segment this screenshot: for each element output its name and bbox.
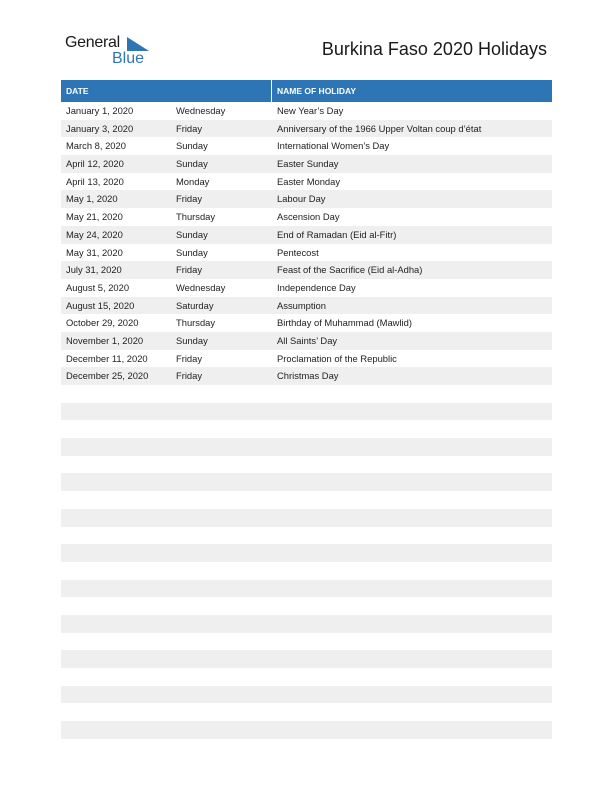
table-row [61, 367, 552, 385]
empty-row [61, 385, 552, 403]
empty-row [61, 456, 552, 474]
holiday-weekday: Friday [176, 264, 203, 276]
holiday-weekday: Friday [176, 352, 203, 364]
holiday-date: January 1, 2020 [66, 105, 134, 116]
table-row [61, 102, 552, 120]
holiday-weekday: Saturday [176, 299, 214, 311]
holiday-date: January 3, 2020 [66, 122, 134, 134]
empty-row [61, 491, 552, 509]
holiday-date: April 12, 2020 [66, 158, 124, 170]
logo-text-general: General [65, 34, 120, 51]
holiday-name: Easter Sunday [277, 158, 339, 170]
holiday-name: End of Ramadan (Eid al-Fitr) [277, 228, 397, 240]
holiday-name: Anniversary of the 1966 Upper Voltan coup d’état [277, 122, 482, 134]
holiday-date: August 5, 2020 [66, 281, 130, 293]
table-row [61, 261, 552, 279]
holiday-weekday: Wednesday [176, 281, 226, 293]
holiday-date: May 1, 2020 [66, 193, 118, 205]
holiday-name: Proclamation of the Republic [277, 352, 397, 364]
table-body [61, 102, 552, 739]
holiday-weekday: Monday [176, 175, 210, 187]
logo-text-blue: Blue [112, 50, 145, 67]
holiday-weekday: Wednesday [176, 105, 226, 116]
holiday-date: March 8, 2020 [66, 140, 126, 152]
holiday-date: April 13, 2020 [66, 175, 124, 187]
empty-row [61, 403, 552, 421]
table-row [61, 332, 552, 350]
table-row [61, 279, 552, 297]
table-row [61, 244, 552, 262]
holiday-date: October 29, 2020 [66, 317, 139, 329]
holiday-name: Independence Day [277, 281, 356, 293]
empty-row [61, 686, 552, 704]
header-divider [271, 80, 272, 102]
table-row [61, 137, 552, 155]
holiday-table [61, 80, 552, 739]
empty-row [61, 721, 552, 739]
holiday-date: December 11, 2020 [66, 352, 148, 364]
empty-row [61, 615, 552, 633]
empty-row [61, 703, 552, 721]
holiday-date: July 31, 2020 [66, 264, 122, 276]
holiday-name: Ascension Day [277, 211, 340, 223]
holiday-date: November 1, 2020 [66, 334, 144, 346]
empty-row [61, 473, 552, 491]
table-row [61, 173, 552, 191]
holiday-name: Assumption [277, 299, 326, 311]
holiday-name: Easter Monday [277, 175, 341, 187]
empty-row [61, 580, 552, 598]
empty-row [61, 509, 552, 527]
holiday-weekday: Thursday [176, 317, 216, 329]
holiday-weekday: Sunday [176, 158, 208, 170]
table-row [61, 314, 552, 332]
holiday-name: Pentecost [277, 246, 319, 258]
header-holiday-name: NAME OF HOLIDAY [277, 86, 357, 96]
empty-row [61, 597, 552, 615]
holiday-name: Feast of the Sacrifice (Eid al-Adha) [277, 264, 423, 276]
holiday-date: December 25, 2020 [66, 370, 149, 382]
holiday-name: All Saints’ Day [277, 334, 338, 346]
empty-row [61, 420, 552, 438]
holiday-date: May 31, 2020 [66, 246, 123, 258]
table-row [61, 208, 552, 226]
empty-row [61, 633, 552, 651]
empty-row [61, 562, 552, 580]
empty-row [61, 527, 552, 545]
holiday-weekday: Sunday [176, 228, 208, 240]
table-row [61, 120, 552, 138]
holiday-weekday: Sunday [176, 140, 208, 152]
page-title: Burkina Faso 2020 Holidays [321, 39, 547, 59]
holiday-weekday: Sunday [176, 334, 208, 346]
holiday-name: Labour Day [277, 193, 326, 205]
empty-row [61, 668, 552, 686]
holiday-weekday: Friday [176, 122, 203, 134]
holiday-name: New Year’s Day [277, 105, 344, 116]
table-row [61, 297, 552, 315]
header-date: DATE [66, 86, 89, 96]
holiday-weekday: Sunday [176, 246, 208, 258]
holiday-date: May 21, 2020 [66, 211, 123, 223]
table-row [61, 155, 552, 173]
table-row [61, 226, 552, 244]
holiday-weekday: Thursday [176, 211, 216, 223]
holiday-date: May 24, 2020 [66, 228, 123, 240]
generalblue-logo [65, 34, 155, 68]
holiday-weekday: Friday [176, 193, 203, 205]
holiday-name: Birthday of Muhammad (Mawlid) [277, 317, 412, 329]
holiday-name: International Women’s Day [277, 140, 390, 152]
holiday-weekday: Friday [176, 370, 203, 382]
empty-row [61, 438, 552, 456]
holiday-name: Christmas Day [277, 370, 339, 382]
empty-row [61, 650, 552, 668]
table-row [61, 350, 552, 368]
table-row [61, 190, 552, 208]
holiday-date: August 15, 2020 [66, 299, 135, 311]
empty-row [61, 544, 552, 562]
logo-triangle-icon [125, 37, 149, 51]
table-header [61, 80, 552, 102]
